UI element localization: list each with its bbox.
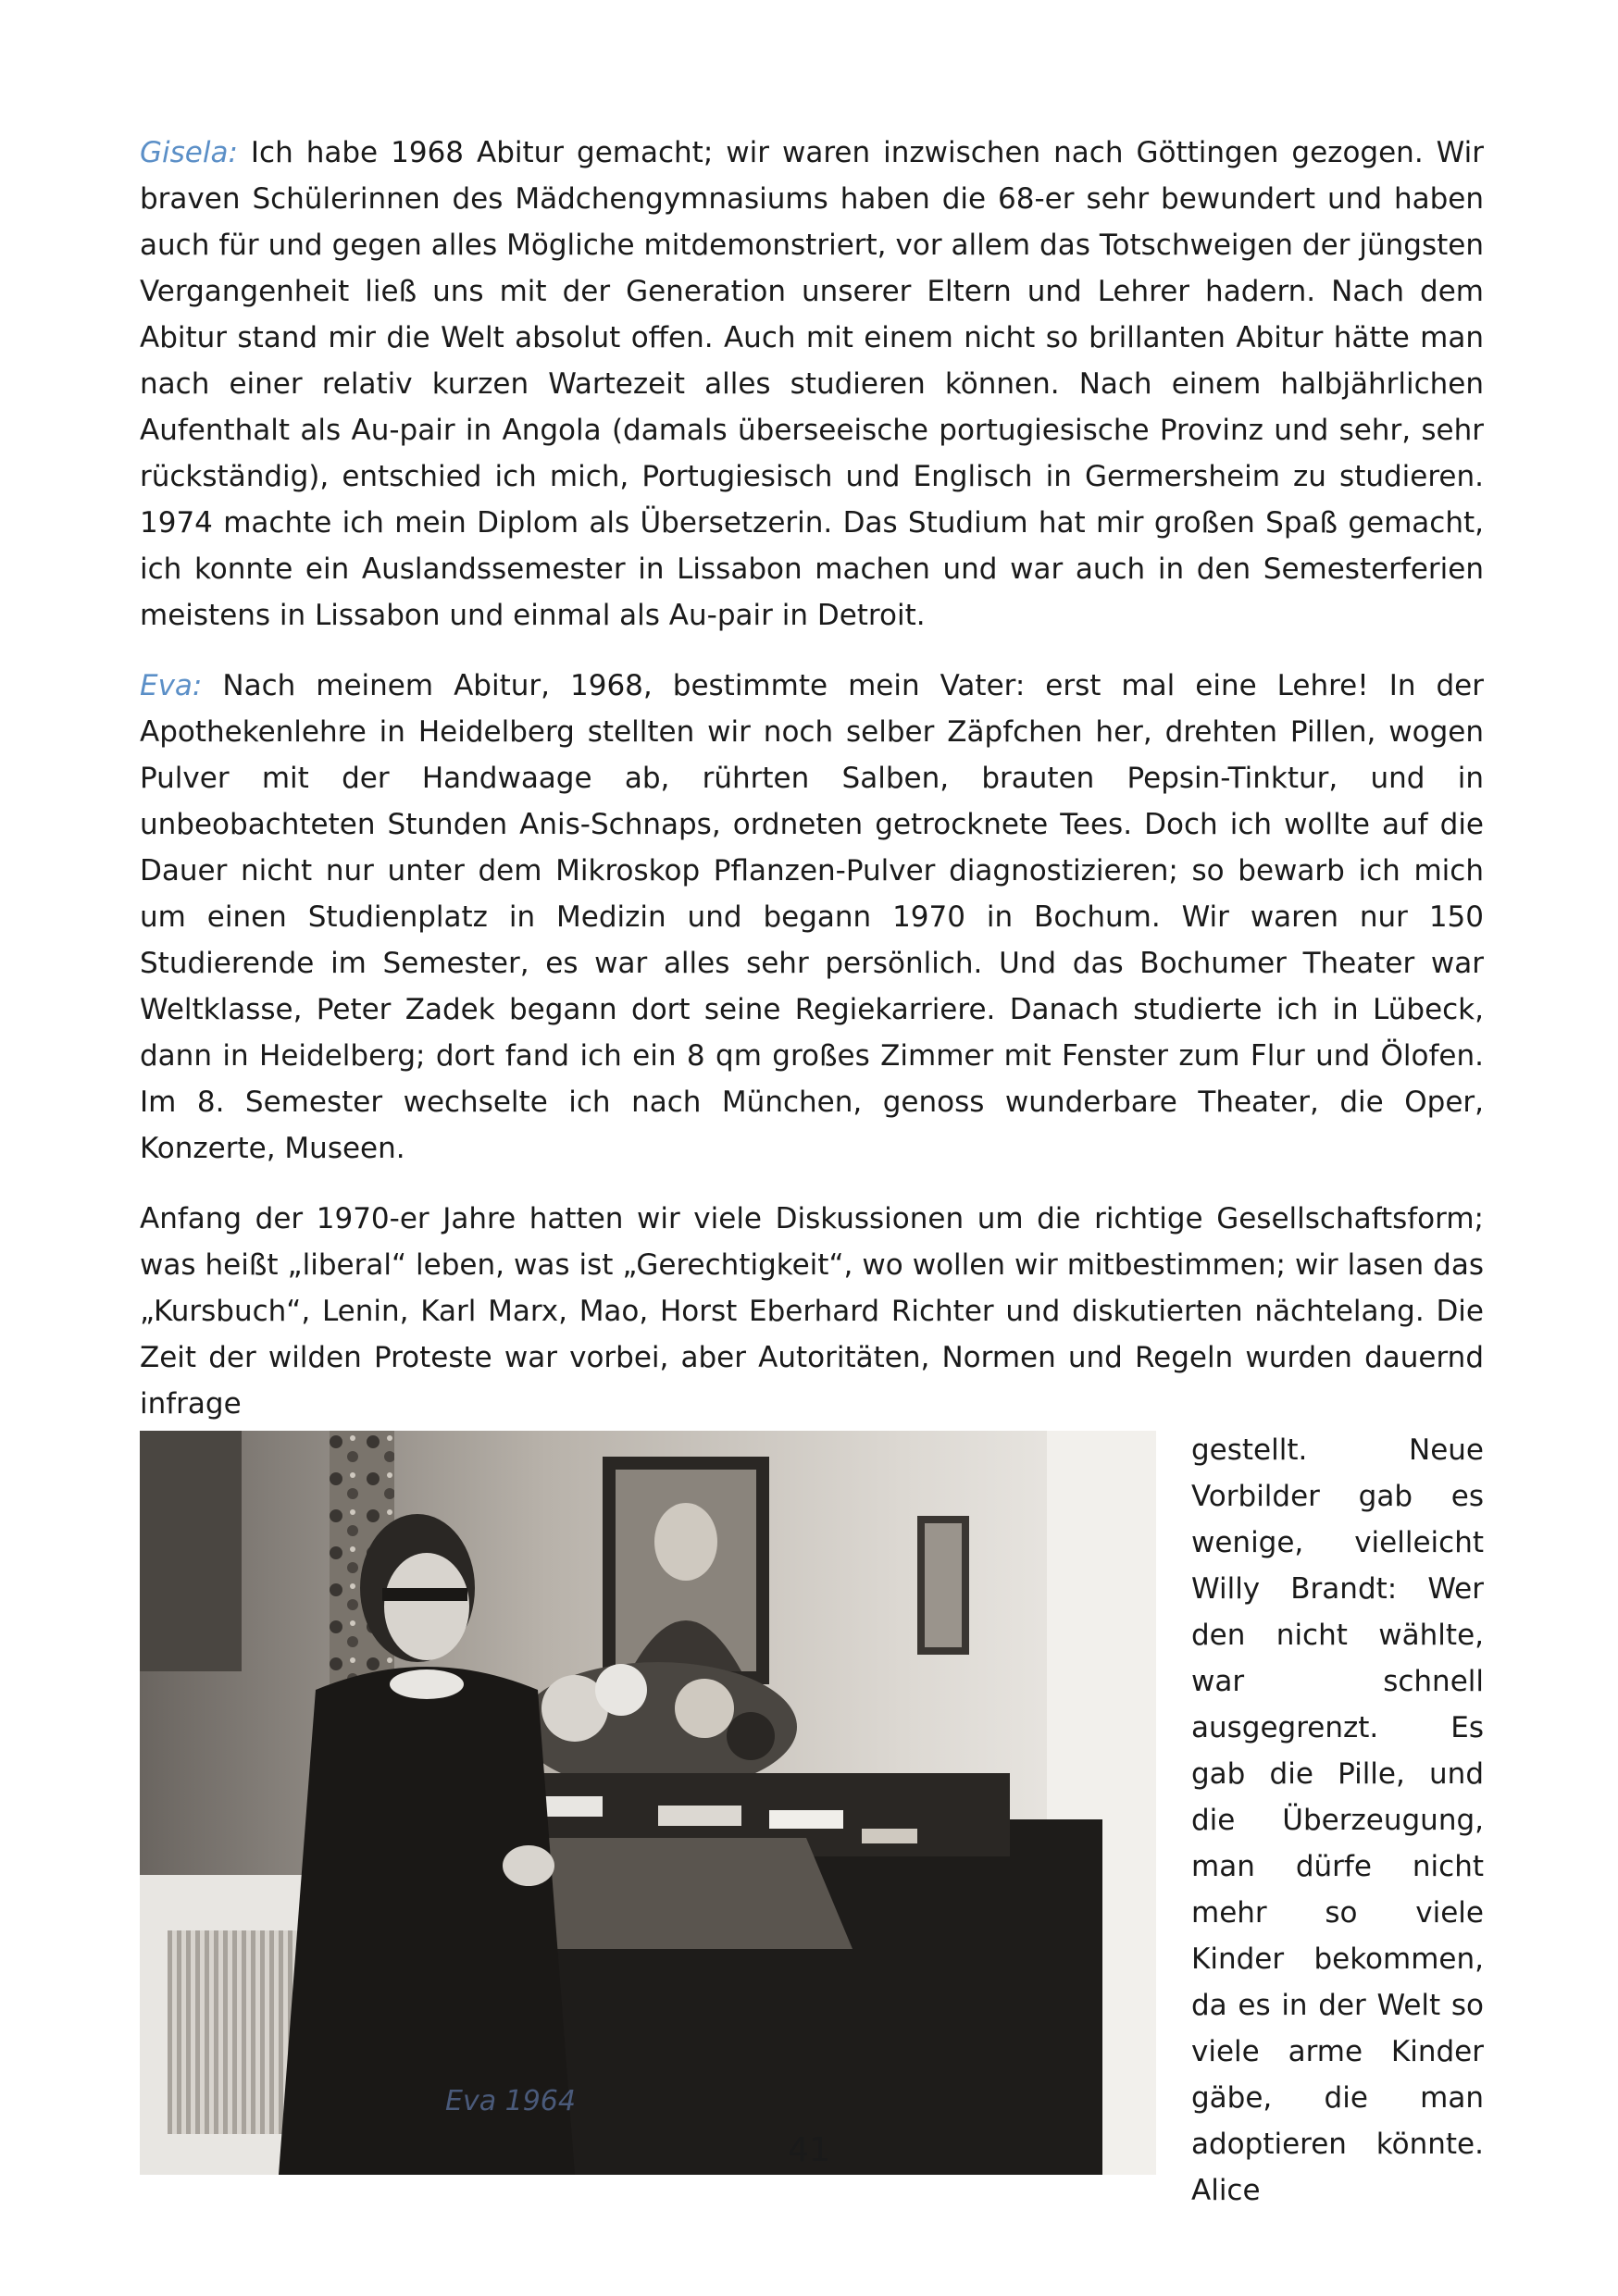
speaker-label: Gisela:: [140, 136, 238, 169]
paragraph-text: Anfang der 1970-er Jahre hatten wir viele Diskussionen um die richtige Gesellschaftsform; was heißt „liberal“ leben, was ist „Gerechtigkeit“, wo wollen wir mitbestimmen; wir lasen das „Kursbuch“, Lenin, Karl Marx, Mao, Horst Eberhard Richter und diskutierten nächtelang. Die Zeit der wilden Proteste war vorbei, aber Autoritäten, Normen und Regeln wurden dauernd infrage: [140, 1202, 1484, 1421]
paragraph-gisela: [140, 130, 1484, 639]
photo-eva-1964: [140, 1431, 1156, 2175]
paragraph-text: gestellt. Neue Vorbilder gab es wenige, vielleicht Willy Brandt: Wer den nicht wählte, war schnell ausgegrenzt. Es gab die Pille, und die Überzeugung, man dürfe nicht mehr so viele Kinder bekommen, da es in der Welt so viele arme Kinder gäbe, die man adoptieren könnte. Alice: [1191, 1433, 1484, 2207]
page-content: [140, 130, 1484, 2214]
photo-caption: Eva 1964: [445, 2085, 576, 2117]
paragraph-text: Ich habe 1968 Abitur gemacht; wir waren inzwischen nach Göttingen gezogen. Wir braven Schülerinnen des Mädchengymnasiums haben die 68-er sehr bewundert und haben auch für und gegen alles Mögliche mitdemonstriert, vor allem das Totschweigen der jüngsten Vergangenheit ließ uns mit der Generation unserer Eltern und Lehrer hadern. Nach dem Abitur stand mir die Welt absolut offen. Auch mit einem nicht so brillanten Abitur hätte man nach einer relativ kurzen Wartezeit alles studieren können. Nach einem halbjährlichen Aufenthalt als Au-pair in Angola (damals überseeische portugiesische Provinz und sehr, sehr rückständig), entschied ich mich, Portugiesisch und Englisch in Germersheim zu studieren. 1974 machte ich mein Diplom als Übersetzerin. Das Studium hat mir großen Spaß gemacht, ich konnte ein Auslandssemester in Lissabon machen und war auch in den Semesterferien meistens in Lissabon und einmal als Au-pair in Detroit.: [140, 136, 1484, 632]
speaker-label: Eva:: [140, 669, 203, 702]
vintage-photo-icon: [140, 1431, 1156, 2175]
paragraph-text: Nach meinem Abitur, 1968, bestimmte mein Vater: erst mal eine Lehre! In der Apothekenlehre in Heidelberg stellten wir noch selber Zäpfchen her, drehten Pillen, wogen Pulver mit der Handwaage ab, rührten Salben, brauten Pepsin-Tinktur, und in unbeobachteten Stunden Anis-Schnaps, ordneten getrocknete Tees. Doch ich wollte auf die Dauer nicht nur unter dem Mikroskop Pflanzen-Pulver diagnostizieren; so bewarb ich mich um einen Studienplatz in Medizin und begann 1970 in Bochum. Wir waren nur 150 Studierende im Semester, es war alles sehr persönlich. Und das Bochumer Theater war Weltklasse, Peter Zadek begann dort seine Regiekarriere. Danach studierte ich in Lübeck, dann in Heidelberg; dort fand ich ein 8 qm großes Zimmer mit Fenster zum Flur und Ölofen. Im 8. Semester wechselte ich nach München, genoss wunderbare Theater, die Oper, Konzerte, Museen.: [140, 669, 1484, 1165]
page-number: 41: [788, 2131, 830, 2169]
paragraph-eva: [140, 663, 1484, 1172]
paragraph-society: [140, 1196, 1484, 1427]
